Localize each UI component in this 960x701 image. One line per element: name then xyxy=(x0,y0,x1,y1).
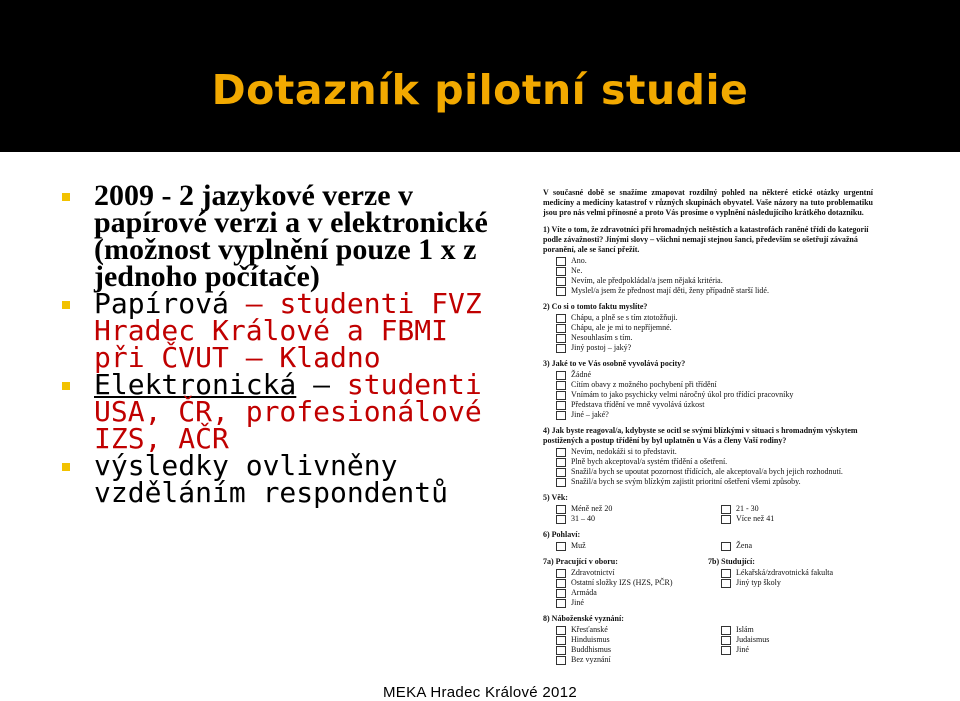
checkbox-icon xyxy=(556,257,566,266)
question-7b: 7b) Studující: xyxy=(708,557,755,566)
option-item: Více než 41 xyxy=(708,514,873,524)
bullet-item-paper xyxy=(62,287,502,374)
option-item: Myslel/a jsem že přednost mají děti, ženy případně starší lidé. xyxy=(543,286,873,296)
bullet-text: 2009 - 2 jazykové verze v papírové verzi a v elektronické (možnost vyplnění pouze 1 x z jednoho počítače) xyxy=(94,179,488,293)
checkbox-icon xyxy=(556,371,566,380)
option-item: Chápu, a plně se s tím ztotožňuji. xyxy=(543,313,873,323)
checkbox-icon xyxy=(556,458,566,467)
checkbox-icon xyxy=(556,324,566,333)
option-item: 31 – 40 xyxy=(543,514,708,524)
checkbox-icon xyxy=(556,411,566,420)
option-item: Ano. xyxy=(543,256,873,266)
checkbox-icon xyxy=(556,636,566,645)
bullet-square-icon xyxy=(62,193,70,201)
checkbox-icon xyxy=(556,646,566,655)
option-item: Bez vyznání xyxy=(543,655,708,665)
checkbox-icon xyxy=(556,401,566,410)
question-2: 2) Co si o tomto faktu myslíte? xyxy=(543,302,648,311)
checkbox-icon xyxy=(721,579,731,588)
option-item: Ostatní složky IZS (HZS, PČR) xyxy=(543,578,708,588)
question-8: 8) Náboženské vyznání: xyxy=(543,614,624,623)
title-bar xyxy=(0,0,960,152)
bullet-dash: – xyxy=(228,287,280,320)
checkbox-icon xyxy=(556,505,566,514)
question-1: 1) Víte o tom, že zdravotníci při hromadných neštěstích a katastrofách raněné třídí do kategorií podle závažnosti? Jinými slovy – všichni nemají stejnou šanci, především se ošetřují závažná poranění, ale se šancí přežít. xyxy=(543,225,869,254)
question-7a: 7a) Pracující v oboru: xyxy=(543,557,618,566)
option-item: Méně než 20 xyxy=(543,504,708,514)
checkbox-icon xyxy=(721,626,731,635)
checkbox-icon xyxy=(556,626,566,635)
option-item: Hinduismus xyxy=(543,635,708,645)
option-item: Žádné xyxy=(543,370,873,380)
option-item: Jiné xyxy=(543,598,708,608)
checkbox-icon xyxy=(556,478,566,487)
two-column-options xyxy=(543,625,873,665)
bullet-square-icon xyxy=(62,463,70,471)
two-column-questions xyxy=(543,551,873,608)
bullet-text: výsledky ovlivněny vzděláním respondentů xyxy=(94,449,449,509)
checkbox-icon xyxy=(556,314,566,323)
option-item: Buddhismus xyxy=(543,645,708,655)
checkbox-icon xyxy=(721,569,731,578)
option-item: Plně bych akceptoval/a systém třídění a ošetření. xyxy=(543,457,873,467)
checkbox-icon xyxy=(721,505,731,514)
checkbox-icon xyxy=(556,468,566,477)
bullet-square-icon xyxy=(62,382,70,390)
bullet-head: Papírová xyxy=(94,287,229,320)
checkbox-icon xyxy=(556,381,566,390)
option-item: Křesťanské xyxy=(543,625,708,635)
option-item: Cítím obavy z možného pochybení při třídění xyxy=(543,380,873,390)
option-item: Snažil/a bych se svým blízkým zajistit prioritní ošetření všemi způsoby. xyxy=(543,477,873,487)
option-item: Vnímám to jako psychicky velmi náročný úkol pro třídící pracovníky xyxy=(543,390,873,400)
option-item: Zdravotnictví xyxy=(543,568,708,578)
checkbox-icon xyxy=(721,636,731,645)
footer-text: MEKA Hradec Králové 2012 xyxy=(383,684,577,701)
checkbox-icon xyxy=(556,277,566,286)
question-3: 3) Jaké to ve Vás osobně vyvolává pocity? xyxy=(543,359,686,368)
questionnaire-image xyxy=(543,188,873,665)
option-item: 21 - 30 xyxy=(708,504,873,514)
bullet-item-electronic xyxy=(62,368,502,455)
checkbox-icon xyxy=(556,589,566,598)
option-item: Nevím, ale předpokládal/a jsem nějaká kritéria. xyxy=(543,276,873,286)
checkbox-icon xyxy=(556,569,566,578)
bullet-text: studenti USA, ČR, profesionálové IZS, AČR xyxy=(94,368,482,455)
option-item: Islám xyxy=(708,625,873,635)
option-item: Jiný postoj – jaký? xyxy=(543,343,873,353)
checkbox-icon xyxy=(556,515,566,524)
checkbox-icon xyxy=(556,599,566,608)
option-item: Žena xyxy=(708,541,873,551)
bullet-dash: – xyxy=(296,368,347,401)
checkbox-icon xyxy=(556,334,566,343)
option-item: Snažil/a bych se upoutat pozornost třídících, ale akceptoval/a bych jejich rozhodnutí. xyxy=(543,467,873,477)
slide-title: Dotazník pilotní studie xyxy=(211,66,749,114)
option-item: Nevím, nedokáži si to představit. xyxy=(543,447,873,457)
option-item: Jiný typ školy xyxy=(708,578,873,588)
option-item: Chápu, ale je mi to nepříjemné. xyxy=(543,323,873,333)
checkbox-icon xyxy=(556,287,566,296)
bullet-item-versions xyxy=(62,179,502,293)
option-item: Armáda xyxy=(543,588,708,598)
bullet-square-icon xyxy=(62,301,70,309)
questionnaire-intro: V současné době se snažíme zmapovat rozdílný pohled na některé etické otázky urgentní medicíny a medicíny katastrof v různých skupinách obyvatel. Vaše názory na tuto problematiku jsou pro nás velmi přínosné a proto Vás prosíme o vyplnění následujícího krátkého dotazníku. xyxy=(543,188,873,217)
checkbox-icon xyxy=(556,267,566,276)
checkbox-icon xyxy=(721,515,731,524)
question-4: 4) Jak byste reagoval/a, kdybyste se ocitl se svými blízkými v situaci s hromadným výskytem postižených a postup třídění by byl uplatněn u Vás a členy Vaší rodiny? xyxy=(543,426,858,445)
checkbox-icon xyxy=(556,391,566,400)
option-item: Ne. xyxy=(543,266,873,276)
two-column-options xyxy=(543,541,873,551)
bullet-item-results xyxy=(62,449,502,509)
question-6: 6) Pohlaví: xyxy=(543,530,581,539)
option-item: Představa třídění ve mně vyvolává úzkost xyxy=(543,400,873,410)
question-5: 5) Věk: xyxy=(543,493,568,502)
option-item: Lékařská/zdravotnická fakulta xyxy=(708,568,873,578)
checkbox-icon xyxy=(721,542,731,551)
option-item: Nesouhlasím s tím. xyxy=(543,333,873,343)
option-item: Muž xyxy=(543,541,708,551)
option-item: Jiné – jaké? xyxy=(543,410,873,420)
bullet-head: Elektronická xyxy=(94,368,297,401)
checkbox-icon xyxy=(556,656,566,665)
option-item: Jiné xyxy=(708,645,873,655)
checkbox-icon xyxy=(556,344,566,353)
checkbox-icon xyxy=(556,579,566,588)
checkbox-icon xyxy=(556,542,566,551)
bullet-list xyxy=(62,179,502,509)
checkbox-icon xyxy=(721,646,731,655)
bullet-text: studenti FVZ Hradec Králové a FBMI při ČVUT – Kladno xyxy=(94,287,482,374)
checkbox-icon xyxy=(556,448,566,457)
option-item: Judaismus xyxy=(708,635,873,645)
two-column-options xyxy=(543,504,873,524)
